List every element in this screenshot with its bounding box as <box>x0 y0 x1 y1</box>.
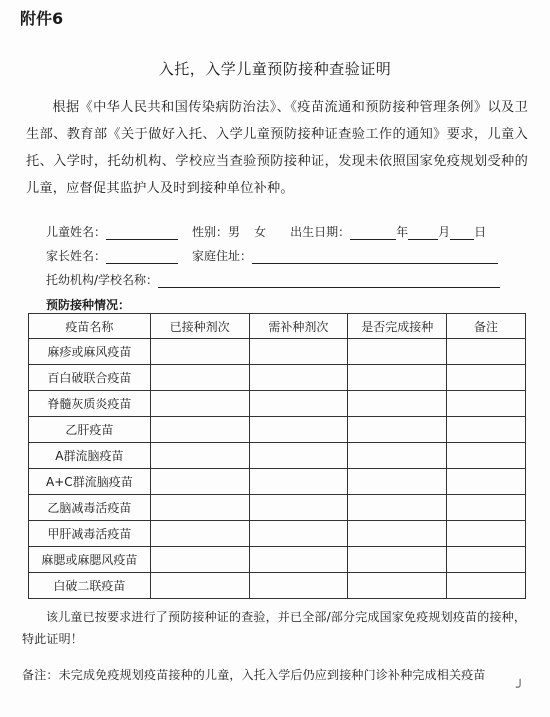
document-title: 入托，入学儿童预防接种查验证明 <box>158 60 392 78</box>
table-row <box>29 339 526 365</box>
doses-needed-cell[interactable] <box>249 521 348 547</box>
table-header-row <box>29 314 526 339</box>
table-row <box>29 469 526 495</box>
doses-received-cell[interactable] <box>150 547 249 573</box>
table-row <box>29 521 526 547</box>
form-row-institution <box>46 264 536 288</box>
institution-field[interactable] <box>158 273 500 288</box>
table-row <box>29 417 526 443</box>
institution-label: 托幼机构/学校名称： <box>46 273 159 287</box>
doses-needed-cell[interactable] <box>249 339 348 365</box>
completed-cell[interactable] <box>348 365 447 391</box>
form-fields <box>46 216 536 288</box>
gender-female[interactable]: 女 <box>254 225 267 239</box>
remarks-cell[interactable] <box>447 547 526 573</box>
scan-mark: ╯ <box>516 680 525 696</box>
table-row <box>29 391 526 417</box>
child-name-label: 儿童姓名： <box>46 225 107 239</box>
doses-received-cell[interactable] <box>150 339 249 365</box>
table-row <box>29 365 526 391</box>
doses-received-cell[interactable] <box>150 443 249 469</box>
vaccine-name-cell: 白破二联疫苗 <box>29 573 151 599</box>
remarks-cell[interactable] <box>447 365 526 391</box>
birth-date-label: 出生日期： <box>290 225 351 239</box>
header-completed: 是否完成接种 <box>348 314 447 339</box>
completed-cell[interactable] <box>348 521 447 547</box>
vaccination-table <box>28 313 526 599</box>
table-row <box>29 573 526 599</box>
doses-received-cell[interactable] <box>150 521 249 547</box>
completed-cell[interactable] <box>348 339 447 365</box>
doses-received-cell[interactable] <box>150 365 249 391</box>
vaccine-name-cell: 脊髓灰质炎疫苗 <box>29 391 151 417</box>
birth-month-field[interactable] <box>408 225 438 240</box>
remarks-cell[interactable] <box>447 573 526 599</box>
remarks-cell[interactable] <box>447 391 526 417</box>
closing-statement: 该儿童已按要求进行了预防接种证的查验，并已全部/部分完成国家免疫规划疫苗的接种，特此证明！ <box>22 610 527 646</box>
attachment-label: 附件6 <box>20 9 64 28</box>
header-remarks: 备注 <box>447 314 526 339</box>
completed-cell[interactable] <box>348 443 447 469</box>
remarks-cell[interactable] <box>447 469 526 495</box>
doses-needed-cell[interactable] <box>249 547 348 573</box>
intro-paragraph: 根据《中华人民共和国传染病防治法》、《疫苗流通和预防接种管理条例》以及卫生部、教育部《关于做好入托、入学儿童预防接种证查验工作的通知》要求，儿童入托、入学时，托幼机构、学校应当查验预防接种证，发现未依照国家免疫规划受种的儿童，应督促其监护人及时到接种单位补种。 <box>26 100 528 196</box>
doses-needed-cell[interactable] <box>249 443 348 469</box>
vaccine-name-cell: 百白破联合疫苗 <box>29 365 151 391</box>
doses-needed-cell[interactable] <box>249 469 348 495</box>
doses-received-cell[interactable] <box>150 573 249 599</box>
completed-cell[interactable] <box>348 391 447 417</box>
remarks-cell[interactable] <box>447 417 526 443</box>
vaccine-name-cell: 乙肝疫苗 <box>29 417 151 443</box>
doses-received-cell[interactable] <box>150 391 249 417</box>
doses-needed-cell[interactable] <box>249 573 348 599</box>
vaccine-name-cell: 麻腮或麻腮风疫苗 <box>29 547 151 573</box>
vaccine-name-cell: A群流脑疫苗 <box>29 443 151 469</box>
day-label: 日 <box>474 225 487 239</box>
table-row <box>29 547 526 573</box>
completed-cell[interactable] <box>348 469 447 495</box>
header-doses-needed: 需补种剂次 <box>249 314 348 339</box>
parent-name-label: 家长姓名： <box>46 249 107 263</box>
address-label: 家庭住址： <box>192 249 253 263</box>
table-row <box>29 443 526 469</box>
header-vaccine-name: 疫苗名称 <box>29 314 151 339</box>
birth-year-field[interactable] <box>350 225 396 240</box>
birth-day-field[interactable] <box>450 225 474 240</box>
year-label: 年 <box>396 225 409 239</box>
doses-needed-cell[interactable] <box>249 365 348 391</box>
remarks-cell[interactable] <box>447 443 526 469</box>
table-row <box>29 495 526 521</box>
gender-male[interactable]: 男 <box>228 225 241 239</box>
vaccine-name-cell: 甲肝减毒活疫苗 <box>29 521 151 547</box>
gender-label: 性别： <box>192 225 229 239</box>
remarks-cell[interactable] <box>447 495 526 521</box>
child-name-field[interactable] <box>106 225 178 240</box>
remarks-cell[interactable] <box>447 339 526 365</box>
form-row-parent <box>46 240 536 264</box>
doses-received-cell[interactable] <box>150 417 249 443</box>
doses-needed-cell[interactable] <box>249 391 348 417</box>
completed-cell[interactable] <box>348 417 447 443</box>
doses-received-cell[interactable] <box>150 495 249 521</box>
vaccine-name-cell: 麻疹或麻风疫苗 <box>29 339 151 365</box>
month-label: 月 <box>438 225 451 239</box>
doses-needed-cell[interactable] <box>249 495 348 521</box>
doses-needed-cell[interactable] <box>249 417 348 443</box>
completed-cell[interactable] <box>348 495 447 521</box>
vaccine-name-cell: 乙脑减毒活疫苗 <box>29 495 151 521</box>
section-title: 预防接种情况： <box>46 298 131 312</box>
remarks-cell[interactable] <box>447 521 526 547</box>
completed-cell[interactable] <box>348 573 447 599</box>
footnote: 备注：未完成免疫规划疫苗接种的儿童，入托入学后仍应到接种门诊补种完成相关疫苗 <box>22 668 486 682</box>
vaccine-name-cell: A+C群流脑疫苗 <box>29 469 151 495</box>
form-row-child <box>46 216 536 240</box>
header-doses-received: 已接种剂次 <box>150 314 249 339</box>
parent-name-field[interactable] <box>106 249 178 264</box>
completed-cell[interactable] <box>348 547 447 573</box>
address-field[interactable] <box>252 249 498 264</box>
doses-received-cell[interactable] <box>150 469 249 495</box>
